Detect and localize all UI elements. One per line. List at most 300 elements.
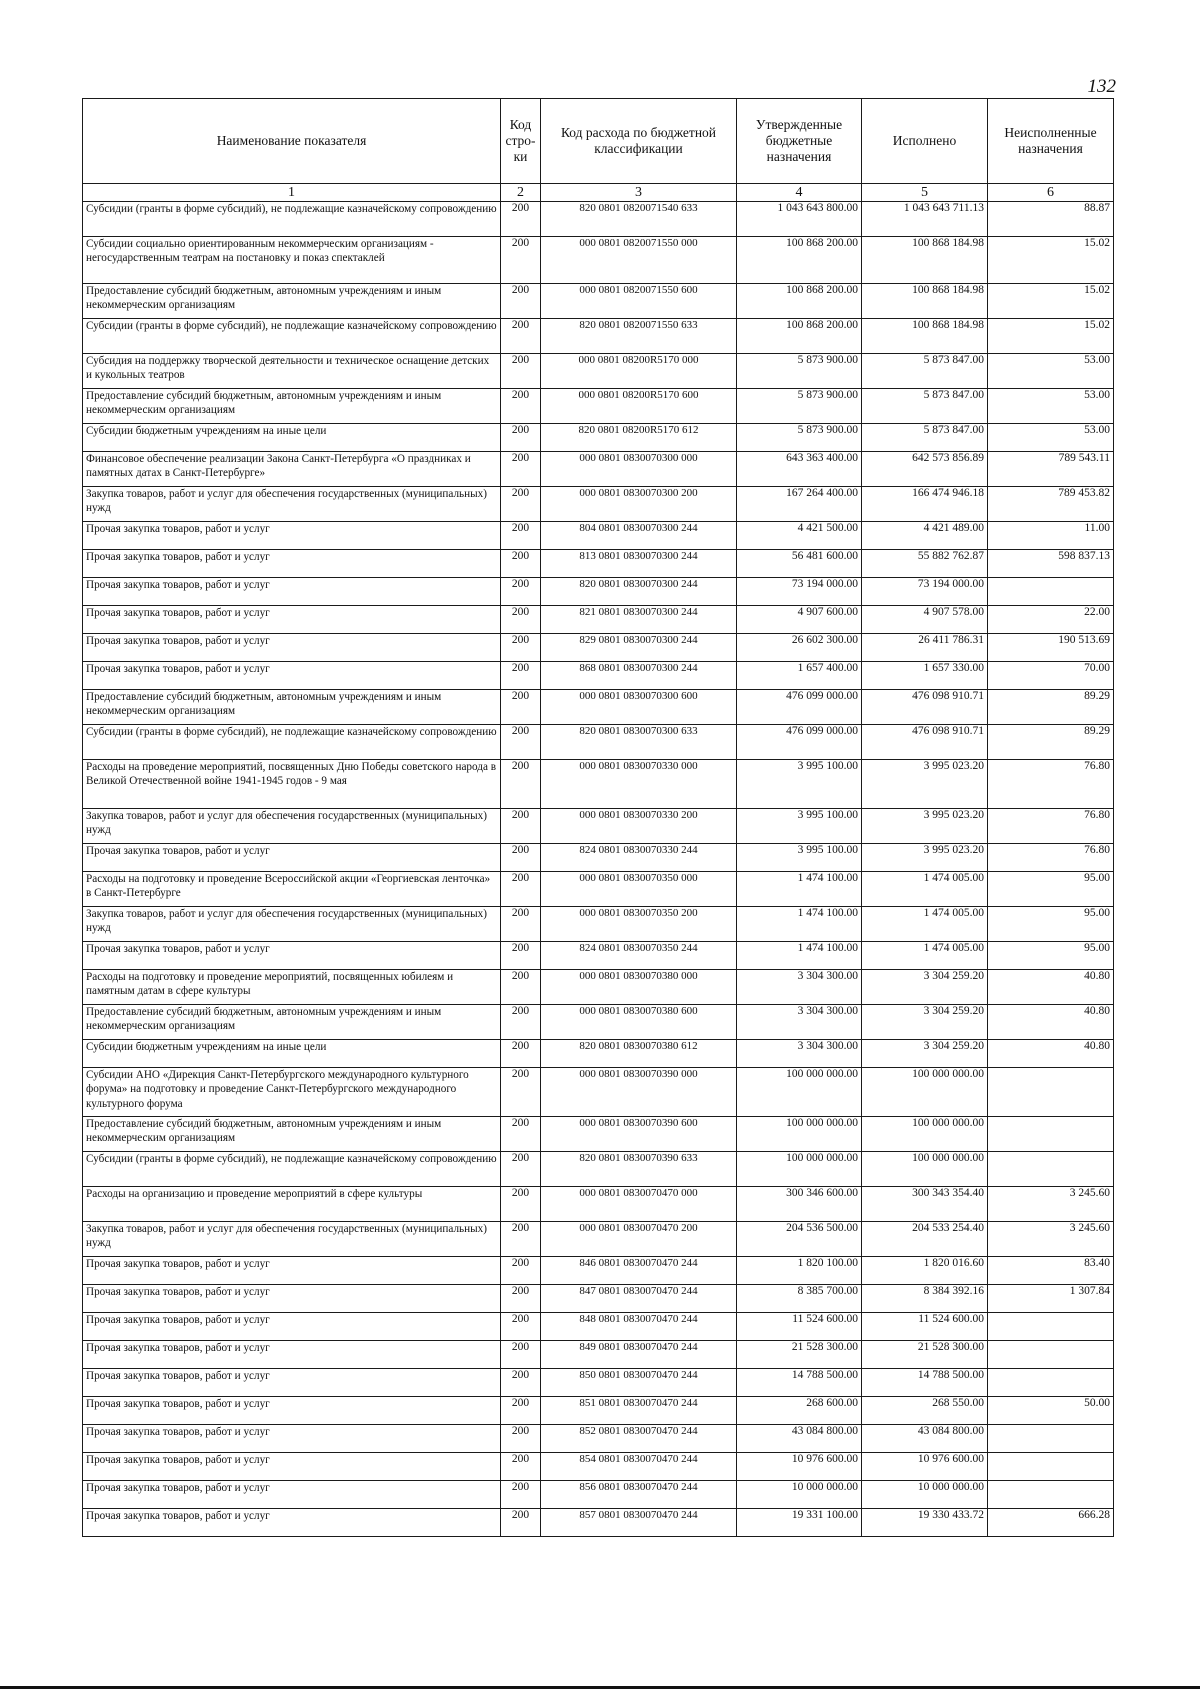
row-executed: 1 474 005.00	[862, 907, 988, 942]
row-approved: 5 873 900.00	[737, 354, 862, 389]
row-name: Субсидии (гранты в форме субсидий), не подлежащие казначейскому сопровождению	[83, 725, 501, 760]
row-unexecuted: 76.80	[988, 809, 1114, 844]
table-row	[83, 1005, 1114, 1040]
row-name: Прочая закупка товаров, работ и услуг	[83, 1369, 501, 1397]
row-expense-code: 851 0801 0830070470 244	[541, 1397, 737, 1425]
row-approved: 1 820 100.00	[737, 1257, 862, 1285]
row-expense-code: 846 0801 0830070470 244	[541, 1257, 737, 1285]
row-approved: 1 474 100.00	[737, 872, 862, 907]
row-expense-code: 000 0801 08200R5170 000	[541, 354, 737, 389]
row-line-code: 200	[501, 725, 541, 760]
row-expense-code: 848 0801 0830070470 244	[541, 1313, 737, 1341]
row-expense-code: 000 0801 0830070300 000	[541, 452, 737, 487]
row-executed: 14 788 500.00	[862, 1369, 988, 1397]
row-executed: 73 194 000.00	[862, 578, 988, 606]
row-executed: 4 907 578.00	[862, 606, 988, 634]
column-number: 1	[83, 184, 501, 202]
row-approved: 204 536 500.00	[737, 1222, 862, 1257]
table-row	[83, 970, 1114, 1005]
row-executed: 100 868 184.98	[862, 284, 988, 319]
row-name: Прочая закупка товаров, работ и услуг	[83, 1509, 501, 1537]
row-name: Субсидии (гранты в форме субсидий), не подлежащие казначейскому сопровождению	[83, 319, 501, 354]
row-approved: 3 304 300.00	[737, 970, 862, 1005]
row-approved: 4 907 600.00	[737, 606, 862, 634]
row-expense-code: 000 0801 08200R5170 600	[541, 389, 737, 424]
row-approved: 5 873 900.00	[737, 424, 862, 452]
row-unexecuted: 89.29	[988, 725, 1114, 760]
row-expense-code: 820 0801 08200R5170 612	[541, 424, 737, 452]
row-name: Предоставление субсидий бюджетным, автономным учреждениям и иным некоммерческим организациям	[83, 1117, 501, 1152]
row-approved: 1 657 400.00	[737, 662, 862, 690]
row-name: Прочая закупка товаров, работ и услуг	[83, 522, 501, 550]
table-row	[83, 1425, 1114, 1453]
row-expense-code: 813 0801 0830070300 244	[541, 550, 737, 578]
row-executed: 100 000 000.00	[862, 1068, 988, 1117]
budget-report-table	[82, 98, 1114, 1537]
row-expense-code: 847 0801 0830070470 244	[541, 1285, 737, 1313]
row-expense-code: 820 0801 0820071550 633	[541, 319, 737, 354]
row-name: Предоставление субсидий бюджетным, автономным учреждениям и иным некоммерческим организациям	[83, 690, 501, 725]
row-name: Прочая закупка товаров, работ и услуг	[83, 634, 501, 662]
table-row	[83, 1222, 1114, 1257]
row-line-code: 200	[501, 1068, 541, 1117]
row-expense-code: 852 0801 0830070470 244	[541, 1425, 737, 1453]
row-executed: 3 304 259.20	[862, 1040, 988, 1068]
row-approved: 300 346 600.00	[737, 1187, 862, 1222]
row-unexecuted	[988, 1152, 1114, 1187]
row-line-code: 200	[501, 202, 541, 237]
row-expense-code: 000 0801 0830070380 000	[541, 970, 737, 1005]
row-line-code: 200	[501, 1509, 541, 1537]
row-name: Закупка товаров, работ и услуг для обеспечения государственных (муниципальных) нужд	[83, 809, 501, 844]
row-name: Закупка товаров, работ и услуг для обеспечения государственных (муниципальных) нужд	[83, 1222, 501, 1257]
column-number: 6	[988, 184, 1114, 202]
row-executed: 8 384 392.16	[862, 1285, 988, 1313]
row-executed: 476 098 910.71	[862, 725, 988, 760]
row-unexecuted: 88.87	[988, 202, 1114, 237]
row-executed: 10 976 600.00	[862, 1453, 988, 1481]
row-expense-code: 820 0801 0820071540 633	[541, 202, 737, 237]
row-name: Прочая закупка товаров, работ и услуг	[83, 1481, 501, 1509]
row-line-code: 200	[501, 1152, 541, 1187]
row-expense-code: 868 0801 0830070300 244	[541, 662, 737, 690]
row-unexecuted: 11.00	[988, 522, 1114, 550]
row-unexecuted: 15.02	[988, 237, 1114, 284]
row-executed: 204 533 254.40	[862, 1222, 988, 1257]
table-header	[83, 99, 1114, 202]
row-name: Закупка товаров, работ и услуг для обеспечения государственных (муниципальных) нужд	[83, 907, 501, 942]
row-name: Субсидии бюджетным учреждениям на иные цели	[83, 424, 501, 452]
row-line-code: 200	[501, 319, 541, 354]
row-unexecuted	[988, 1068, 1114, 1117]
row-line-code: 200	[501, 237, 541, 284]
row-line-code: 200	[501, 872, 541, 907]
row-approved: 167 264 400.00	[737, 487, 862, 522]
row-approved: 1 043 643 800.00	[737, 202, 862, 237]
row-executed: 642 573 856.89	[862, 452, 988, 487]
row-unexecuted: 76.80	[988, 760, 1114, 809]
table-row	[83, 424, 1114, 452]
row-approved: 73 194 000.00	[737, 578, 862, 606]
row-expense-code: 854 0801 0830070470 244	[541, 1453, 737, 1481]
row-line-code: 200	[501, 907, 541, 942]
row-approved: 3 995 100.00	[737, 809, 862, 844]
row-name: Расходы на проведение мероприятий, посвященных Дню Победы советского народа в Великой Отечественной войне 1941-1945 годов - 9 мая	[83, 760, 501, 809]
row-approved: 1 474 100.00	[737, 942, 862, 970]
table-row	[83, 907, 1114, 942]
row-approved: 100 000 000.00	[737, 1152, 862, 1187]
row-expense-code: 000 0801 0830070330 200	[541, 809, 737, 844]
row-name: Расходы на подготовку и проведение мероприятий, посвященных юбилеям и памятным датам в сфере культуры	[83, 970, 501, 1005]
row-unexecuted: 95.00	[988, 942, 1114, 970]
row-executed: 3 304 259.20	[862, 1005, 988, 1040]
table-row	[83, 1453, 1114, 1481]
row-executed: 26 411 786.31	[862, 634, 988, 662]
row-name: Прочая закупка товаров, работ и услуг	[83, 550, 501, 578]
row-unexecuted: 40.80	[988, 970, 1114, 1005]
row-line-code: 200	[501, 942, 541, 970]
row-approved: 10 976 600.00	[737, 1453, 862, 1481]
row-line-code: 200	[501, 844, 541, 872]
table-row	[83, 1313, 1114, 1341]
row-name: Расходы на организацию и проведение мероприятий в сфере культуры	[83, 1187, 501, 1222]
row-line-code: 200	[501, 1187, 541, 1222]
row-name: Прочая закупка товаров, работ и услуг	[83, 1425, 501, 1453]
column-number: 5	[862, 184, 988, 202]
row-expense-code: 820 0801 0830070300 244	[541, 578, 737, 606]
row-name: Прочая закупка товаров, работ и услуг	[83, 578, 501, 606]
row-executed: 5 873 847.00	[862, 354, 988, 389]
row-expense-code: 821 0801 0830070300 244	[541, 606, 737, 634]
row-name: Прочая закупка товаров, работ и услуг	[83, 1453, 501, 1481]
table-row	[83, 942, 1114, 970]
row-expense-code: 000 0801 0820071550 600	[541, 284, 737, 319]
header-executed: Исполнено	[862, 99, 988, 184]
row-executed: 100 000 000.00	[862, 1117, 988, 1152]
table-row	[83, 690, 1114, 725]
row-approved: 21 528 300.00	[737, 1341, 862, 1369]
row-approved: 5 873 900.00	[737, 389, 862, 424]
row-name: Прочая закупка товаров, работ и услуг	[83, 1285, 501, 1313]
table-row	[83, 1509, 1114, 1537]
row-executed: 166 474 946.18	[862, 487, 988, 522]
row-executed: 100 000 000.00	[862, 1152, 988, 1187]
row-unexecuted: 83.40	[988, 1257, 1114, 1285]
row-expense-code: 000 0801 0830070380 600	[541, 1005, 737, 1040]
row-approved: 100 000 000.00	[737, 1068, 862, 1117]
table-row	[83, 1257, 1114, 1285]
header-expense-code: Код расхода по бюджетной классификации	[541, 99, 737, 184]
table-row	[83, 1117, 1114, 1152]
row-line-code: 200	[501, 1257, 541, 1285]
row-approved: 8 385 700.00	[737, 1285, 862, 1313]
row-line-code: 200	[501, 690, 541, 725]
row-unexecuted: 40.80	[988, 1005, 1114, 1040]
row-executed: 3 995 023.20	[862, 809, 988, 844]
row-line-code: 200	[501, 1285, 541, 1313]
table-row	[83, 487, 1114, 522]
table-row	[83, 725, 1114, 760]
row-unexecuted: 76.80	[988, 844, 1114, 872]
row-name: Прочая закупка товаров, работ и услуг	[83, 1397, 501, 1425]
page-number: 132	[1087, 76, 1116, 97]
row-line-code: 200	[501, 550, 541, 578]
row-approved: 4 421 500.00	[737, 522, 862, 550]
table-row	[83, 319, 1114, 354]
row-expense-code: 820 0801 0830070380 612	[541, 1040, 737, 1068]
row-executed: 21 528 300.00	[862, 1341, 988, 1369]
row-unexecuted: 190 513.69	[988, 634, 1114, 662]
row-name: Прочая закупка товаров, работ и услуг	[83, 606, 501, 634]
row-name: Субсидии АНО «Дирекция Санкт-Петербургского международного культурного форума» на подготовку и проведение Санкт-Петербургского международного культурного форума	[83, 1068, 501, 1117]
row-line-code: 200	[501, 522, 541, 550]
row-expense-code: 000 0801 0830070470 200	[541, 1222, 737, 1257]
row-unexecuted: 15.02	[988, 284, 1114, 319]
row-approved: 11 524 600.00	[737, 1313, 862, 1341]
table-row	[83, 872, 1114, 907]
row-approved: 3 995 100.00	[737, 760, 862, 809]
row-name: Предоставление субсидий бюджетным, автономным учреждениям и иным некоммерческим организациям	[83, 1005, 501, 1040]
row-executed: 3 304 259.20	[862, 970, 988, 1005]
table-row	[83, 389, 1114, 424]
row-name: Прочая закупка товаров, работ и услуг	[83, 1257, 501, 1285]
row-expense-code: 000 0801 0830070350 000	[541, 872, 737, 907]
row-name: Предоставление субсидий бюджетным, автономным учреждениям и иным некоммерческим организациям	[83, 389, 501, 424]
row-name: Субсидии (гранты в форме субсидий), не подлежащие казначейскому сопровождению	[83, 202, 501, 237]
row-unexecuted: 40.80	[988, 1040, 1114, 1068]
row-line-code: 200	[501, 452, 541, 487]
header-row	[83, 99, 1114, 184]
row-executed: 3 995 023.20	[862, 760, 988, 809]
row-unexecuted	[988, 1369, 1114, 1397]
table-row	[83, 1068, 1114, 1117]
row-line-code: 200	[501, 1481, 541, 1509]
row-unexecuted	[988, 1117, 1114, 1152]
row-expense-code: 829 0801 0830070300 244	[541, 634, 737, 662]
row-approved: 3 304 300.00	[737, 1040, 862, 1068]
row-expense-code: 000 0801 0830070350 200	[541, 907, 737, 942]
row-approved: 476 099 000.00	[737, 690, 862, 725]
row-name: Субсидии социально ориентированным некоммерческим организациям - негосударственным театрам на постановку и показ спектаклей	[83, 237, 501, 284]
header-line-code: Код стро- ки	[501, 99, 541, 184]
row-executed: 3 995 023.20	[862, 844, 988, 872]
row-line-code: 200	[501, 284, 541, 319]
row-name: Прочая закупка товаров, работ и услуг	[83, 942, 501, 970]
row-name: Прочая закупка товаров, работ и услуг	[83, 1313, 501, 1341]
row-approved: 43 084 800.00	[737, 1425, 862, 1453]
row-name: Прочая закупка товаров, работ и услуг	[83, 1341, 501, 1369]
row-unexecuted: 666.28	[988, 1509, 1114, 1537]
row-expense-code: 000 0801 0830070390 600	[541, 1117, 737, 1152]
table-row	[83, 452, 1114, 487]
table-row	[83, 606, 1114, 634]
row-approved: 14 788 500.00	[737, 1369, 862, 1397]
row-executed: 100 868 184.98	[862, 237, 988, 284]
row-executed: 19 330 433.72	[862, 1509, 988, 1537]
row-unexecuted: 53.00	[988, 354, 1114, 389]
header-indicator-name: Наименование показателя	[83, 99, 501, 184]
row-unexecuted: 789 453.82	[988, 487, 1114, 522]
row-executed: 55 882 762.87	[862, 550, 988, 578]
row-line-code: 200	[501, 1005, 541, 1040]
row-unexecuted: 95.00	[988, 907, 1114, 942]
row-unexecuted: 3 245.60	[988, 1187, 1114, 1222]
row-line-code: 200	[501, 1341, 541, 1369]
row-approved: 100 000 000.00	[737, 1117, 862, 1152]
row-unexecuted: 95.00	[988, 872, 1114, 907]
row-approved: 100 868 200.00	[737, 284, 862, 319]
row-line-code: 200	[501, 1453, 541, 1481]
row-name: Субсидии бюджетным учреждениям на иные цели	[83, 1040, 501, 1068]
table-row	[83, 662, 1114, 690]
table-row	[83, 1481, 1114, 1509]
row-expense-code: 820 0801 0830070390 633	[541, 1152, 737, 1187]
row-executed: 300 343 354.40	[862, 1187, 988, 1222]
table-row	[83, 522, 1114, 550]
row-approved: 643 363 400.00	[737, 452, 862, 487]
row-line-code: 200	[501, 760, 541, 809]
row-name: Закупка товаров, работ и услуг для обеспечения государственных (муниципальных) нужд	[83, 487, 501, 522]
row-expense-code: 824 0801 0830070330 244	[541, 844, 737, 872]
row-approved: 56 481 600.00	[737, 550, 862, 578]
row-approved: 100 868 200.00	[737, 319, 862, 354]
row-name: Субсидия на поддержку творческой деятельности и техническое оснащение детских и кукольных театров	[83, 354, 501, 389]
row-line-code: 200	[501, 634, 541, 662]
row-executed: 4 421 489.00	[862, 522, 988, 550]
row-line-code: 200	[501, 578, 541, 606]
row-executed: 1 043 643 711.13	[862, 202, 988, 237]
row-expense-code: 000 0801 0830070470 000	[541, 1187, 737, 1222]
row-unexecuted	[988, 1341, 1114, 1369]
row-executed: 476 098 910.71	[862, 690, 988, 725]
table-row	[83, 809, 1114, 844]
row-unexecuted	[988, 1453, 1114, 1481]
row-unexecuted: 53.00	[988, 389, 1114, 424]
row-line-code: 200	[501, 662, 541, 690]
table-row	[83, 1187, 1114, 1222]
row-executed: 11 524 600.00	[862, 1313, 988, 1341]
row-approved: 26 602 300.00	[737, 634, 862, 662]
row-approved: 100 868 200.00	[737, 237, 862, 284]
column-number: 3	[541, 184, 737, 202]
row-approved: 476 099 000.00	[737, 725, 862, 760]
row-unexecuted	[988, 578, 1114, 606]
table-row	[83, 844, 1114, 872]
row-name: Прочая закупка товаров, работ и услуг	[83, 662, 501, 690]
table-row	[83, 760, 1114, 809]
row-unexecuted	[988, 1313, 1114, 1341]
row-line-code: 200	[501, 354, 541, 389]
row-expense-code: 000 0801 0830070330 000	[541, 760, 737, 809]
row-unexecuted: 53.00	[988, 424, 1114, 452]
row-name: Прочая закупка товаров, работ и услуг	[83, 844, 501, 872]
column-number-row	[83, 184, 1114, 202]
row-unexecuted: 1 307.84	[988, 1285, 1114, 1313]
row-unexecuted: 598 837.13	[988, 550, 1114, 578]
row-line-code: 200	[501, 606, 541, 634]
row-line-code: 200	[501, 1313, 541, 1341]
row-executed: 268 550.00	[862, 1397, 988, 1425]
row-unexecuted: 89.29	[988, 690, 1114, 725]
row-unexecuted: 789 543.11	[988, 452, 1114, 487]
row-approved: 268 600.00	[737, 1397, 862, 1425]
table-row	[83, 1369, 1114, 1397]
row-expense-code: 857 0801 0830070470 244	[541, 1509, 737, 1537]
row-approved: 19 331 100.00	[737, 1509, 862, 1537]
row-name: Предоставление субсидий бюджетным, автономным учреждениям и иным некоммерческим организациям	[83, 284, 501, 319]
row-expense-code: 000 0801 0830070390 000	[541, 1068, 737, 1117]
table-row	[83, 578, 1114, 606]
table-row	[83, 354, 1114, 389]
row-approved: 3 304 300.00	[737, 1005, 862, 1040]
table-body	[83, 202, 1114, 1537]
row-line-code: 200	[501, 424, 541, 452]
row-line-code: 200	[501, 1040, 541, 1068]
table-row	[83, 634, 1114, 662]
row-line-code: 200	[501, 809, 541, 844]
table-row	[83, 1397, 1114, 1425]
row-expense-code: 000 0801 0830070300 200	[541, 487, 737, 522]
table-row	[83, 1152, 1114, 1187]
table-row	[83, 1341, 1114, 1369]
row-line-code: 200	[501, 970, 541, 1005]
row-executed: 5 873 847.00	[862, 389, 988, 424]
row-approved: 3 995 100.00	[737, 844, 862, 872]
row-name: Расходы на подготовку и проведение Всероссийской акции «Георгиевская ленточка» в Санкт-Петербурге	[83, 872, 501, 907]
column-number: 4	[737, 184, 862, 202]
row-expense-code: 856 0801 0830070470 244	[541, 1481, 737, 1509]
row-unexecuted: 22.00	[988, 606, 1114, 634]
row-line-code: 200	[501, 1425, 541, 1453]
row-approved: 1 474 100.00	[737, 907, 862, 942]
row-executed: 43 084 800.00	[862, 1425, 988, 1453]
row-line-code: 200	[501, 1397, 541, 1425]
table-row	[83, 1285, 1114, 1313]
row-line-code: 200	[501, 1117, 541, 1152]
row-unexecuted	[988, 1481, 1114, 1509]
column-number: 2	[501, 184, 541, 202]
row-executed: 1 820 016.60	[862, 1257, 988, 1285]
table-row	[83, 202, 1114, 237]
row-line-code: 200	[501, 1222, 541, 1257]
row-line-code: 200	[501, 389, 541, 424]
table-row	[83, 284, 1114, 319]
row-expense-code: 000 0801 0820071550 000	[541, 237, 737, 284]
row-executed: 10 000 000.00	[862, 1481, 988, 1509]
header-unexecuted: Неисполненные назначения	[988, 99, 1114, 184]
row-approved: 10 000 000.00	[737, 1481, 862, 1509]
row-expense-code: 849 0801 0830070470 244	[541, 1341, 737, 1369]
table-row	[83, 550, 1114, 578]
row-expense-code: 804 0801 0830070300 244	[541, 522, 737, 550]
row-line-code: 200	[501, 1369, 541, 1397]
row-unexecuted: 50.00	[988, 1397, 1114, 1425]
table-row	[83, 237, 1114, 284]
row-executed: 1 474 005.00	[862, 872, 988, 907]
row-executed: 1 657 330.00	[862, 662, 988, 690]
row-executed: 5 873 847.00	[862, 424, 988, 452]
row-unexecuted: 70.00	[988, 662, 1114, 690]
row-executed: 100 868 184.98	[862, 319, 988, 354]
row-expense-code: 000 0801 0830070300 600	[541, 690, 737, 725]
row-name: Финансовое обеспечение реализации Закона Санкт-Петербурга «О праздниках и памятных датах в Санкт-Петербурге»	[83, 452, 501, 487]
row-executed: 1 474 005.00	[862, 942, 988, 970]
table-row	[83, 1040, 1114, 1068]
row-expense-code: 820 0801 0830070300 633	[541, 725, 737, 760]
row-unexecuted: 3 245.60	[988, 1222, 1114, 1257]
header-approved: Утвержденные бюджетные назначения	[737, 99, 862, 184]
row-name: Субсидии (гранты в форме субсидий), не подлежащие казначейскому сопровождению	[83, 1152, 501, 1187]
